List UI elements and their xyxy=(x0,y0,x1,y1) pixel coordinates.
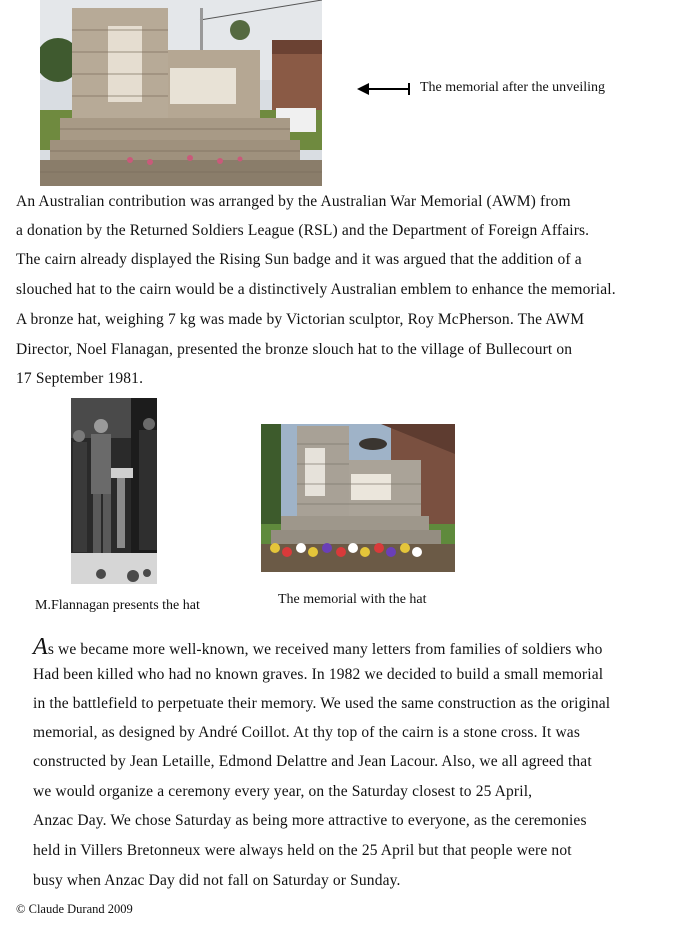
text-line: A bronze hat, weighing 7 kg was made by Victorian sculptor, Roy McPherson. The AWM xyxy=(16,311,585,328)
text-line: we would organize a ceremony every year, on the Saturday closest to 25 April, xyxy=(33,783,533,800)
text-line: memorial, as designed by André Coillot. At thy top of the cairn is a stone cross. It was xyxy=(33,724,580,741)
photo-flannagan-presents-hat xyxy=(71,398,157,584)
text-line: slouched hat to the cairn would be a distinctively Australian emblem to enhance the memorial. xyxy=(16,281,616,298)
text-line xyxy=(33,635,603,659)
text-line: An Australian contribution was arranged by the Australian War Memorial (AWM) from xyxy=(16,193,571,210)
photo-memorial-with-hat xyxy=(261,424,455,572)
text-line: in the battlefield to perpetuate their memory. We used the same construction as the original xyxy=(33,695,611,712)
caption-with-hat: The memorial with the hat xyxy=(278,592,427,607)
drop-cap: A xyxy=(33,634,48,660)
text-line: 17 September 1981. xyxy=(16,370,144,387)
text-line-rest: s we became more well-known, we received many letters from families of soldiers who xyxy=(47,641,603,658)
text-line: The cairn already displayed the Rising Sun badge and it was argued that the addition of a xyxy=(16,251,582,268)
caption-unveiling: The memorial after the unveiling xyxy=(420,80,606,95)
text-line: Anzac Day. We chose Saturday as being more attractive to everyone, as the ceremonies xyxy=(33,812,587,829)
caption-presents-hat: M.Flannagan presents the hat xyxy=(35,598,200,613)
copyright-notice: © Claude Durand 2009 xyxy=(16,902,133,916)
arrow-left-icon xyxy=(357,80,411,98)
text-line: held in Villers Bretonneux were always held on the 25 April but that people were not xyxy=(33,842,572,859)
text-line: constructed by Jean Letaille, Edmond Delattre and Jean Lacour. Also, we all agreed that xyxy=(33,753,592,770)
text-line: Had been killed who had no known graves. In 1982 we decided to build a small memorial xyxy=(33,666,604,683)
text-line: busy when Anzac Day did not fall on Saturday or Sunday. xyxy=(33,872,401,889)
text-line: a donation by the Returned Soldiers League (RSL) and the Department of Foreign Affairs. xyxy=(16,222,590,239)
photo-memorial-unveiling xyxy=(40,0,322,186)
text-line: Director, Noel Flanagan, presented the bronze slouch hat to the village of Bullecourt on xyxy=(16,341,573,358)
